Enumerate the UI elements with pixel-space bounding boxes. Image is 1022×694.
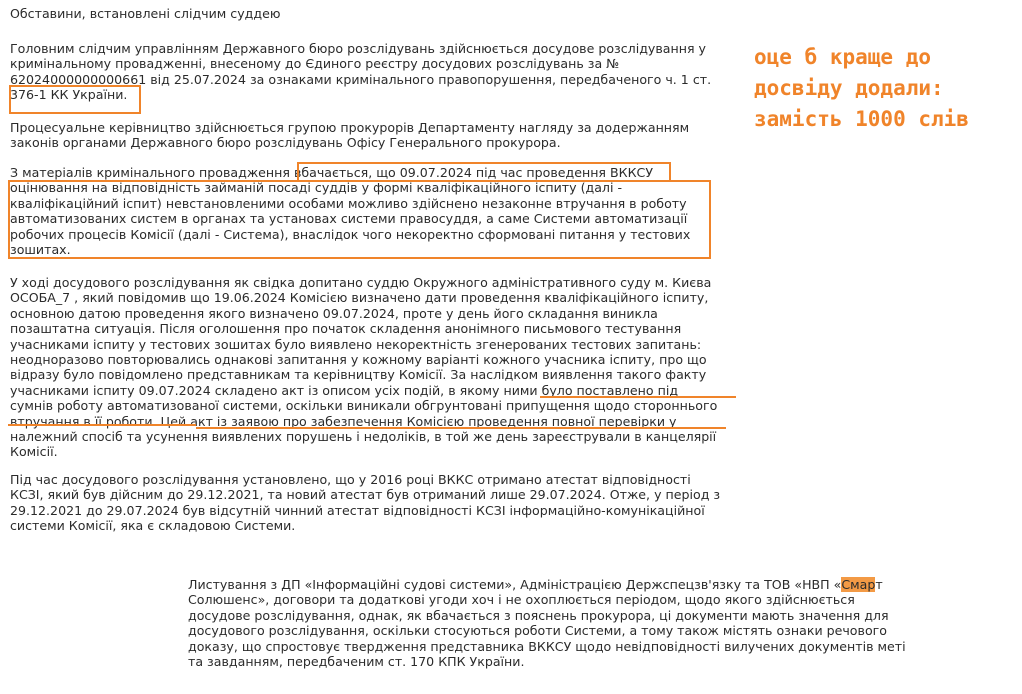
document-heading: Обставини, встановлені слідчим суддею (10, 6, 281, 21)
annotation-underline-doubt (540, 396, 736, 398)
paragraph-case-materials: З матеріалів кримінального провадження вбачається, що 09.07.2024 під час проведення ВККСУ оцінювання на відповідність займаній посаді суддів у формі кваліфікаційного іспиту (далі - кваліфікаційний іспит) невстановленими особами можливо здійснено незаконне втручання в роботу автоматизованих систем в органах та установах системи правосуддя, а саме Системи автоматизації робочих процесів Комісії (далі - Система), внаслідок чого некоректно сформовані питання у тестових зошитах. (10, 165, 691, 258)
paragraph-witness-testimony: У ході досудового розслідування як свідка допитано суддю Окружного адміністративного суду м. Києва ОСОБА_7 , який повідомив що 19.06.2024 Комісією визначено дати проведення кваліфікаційного іспиту, основною датою проведення якого визначено 09.07.2024, проте у день його складання виникла позаштатна ситуація. Після оголошення про початок складення анонімного письмового тестування учасниками іспиту у тестових зошитах було виявлено некоректність згенерованих тестових запитань: неодноразово повторювались однакові запитання у кожному варіанті кожного учасника іспиту, про що відразу було повідомлено представникам та керівництву Комісії. За наслідком виявлення такого факту учасниками іспиту 09.07.2024 складено акт із описом усіх подій, в якому ними було поставлено під сумнів роботу автоматизованої системи, оскільки виникали обгрунтовані припущення щодо стороннього втручання в її роботи. Цей акт із заявою про забезпечення Комісією проведення повної перевірки у належний спосіб та усунення виявлених порушень і недоліків, в той же день зареєстрували в канцелярії Комісії. (10, 275, 718, 460)
annotation-underline-interference (8, 424, 196, 426)
annotation-box-article (9, 85, 141, 114)
paragraph-procedural-guidance: Процесуальне керівництво здійснюється групою прокурорів Департаменту нагляду за додержанням законів органами Державного бюро розслідувань Офісу Генерального прокурора. (10, 120, 690, 151)
annotation-box-date-phrase (297, 162, 671, 182)
paragraph-correspondence-start: Листування з ДП «Інформаційні судові системи», Адміністрацією Держспецзв'язку та ТОВ «НВП « (188, 577, 842, 592)
highlighted-word: Смар (841, 577, 876, 592)
paragraph-case-registration: Головним слідчим управлінням Державного бюро розслідувань здійснюється досудове розслідування у кримінальному провадженні, внесеному до Єдиного реєстру досудових розслідувань за № 62024000000000661 від 25.07.2024 за ознаками кримінального правопорушення, передбаченого ч. 1 ст. 376-1 КК України. (10, 41, 712, 103)
paragraph-correspondence (188, 577, 913, 669)
paragraph-correspondence-rest: т Солюшенс», договори та додаткові угоди хоч і не охоплюється періодом, щодо якого здійснюється досудове розслідування, однак, як вбачається з пояснень прокурора, ці документи мають значення для досудового розслідування, оскільки стосуються роботи Системи, а тому також містять ознаки речового доказу, що спростовує твердження представника ВККСУ щодо невідповідності вилучених документів меті та завданням, передбаченим ст. 170 КПК України. (188, 577, 906, 670)
annotation-underline-audit (196, 427, 726, 429)
annotation-box-interference (8, 180, 711, 259)
paragraph-certificate-findings: Під час досудового розслідування установлено, що у 2016 році ВККС отримано атестат відповідності КСЗІ, який був дійсним до 29.12.2021, та новий атестат був отриманий лише 29.07.2024. Отже, у період з 29.12.2021 до 29.07.2024 був відсутній чинний атестат відповідності КСЗІ інформаційно-комунікаційної системи Комісії, яка є складовою Системи. (10, 472, 721, 534)
handwritten-comment: оце б краще до досвіду додали: замість 1000 слів (754, 45, 969, 131)
